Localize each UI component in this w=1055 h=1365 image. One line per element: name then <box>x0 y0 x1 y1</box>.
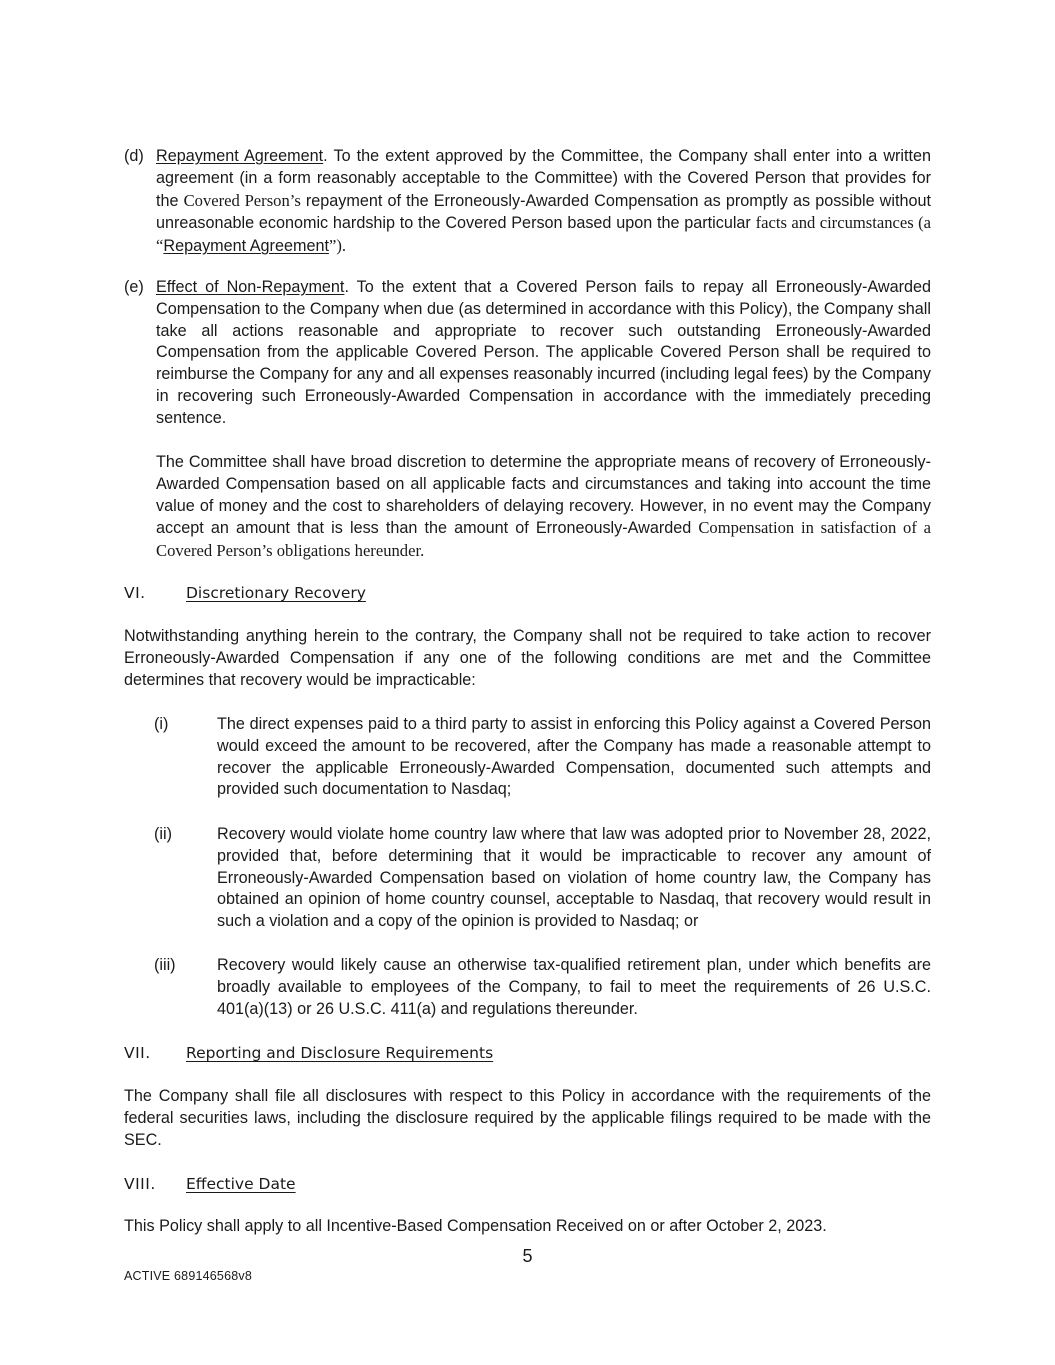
paragraph-text: The Committee shall have broad discretion to determine the appropriate means of recovery of Erroneously-Awarded Compensation based on all applicable facts and circumstances and taking into account the time value of money and the cost to shareholders of delaying recovery. However, in no event may the Company accept an amount that is less than the amount of Erroneously-Awarded <box>156 453 931 538</box>
paragraph-text-serif: Compensation in satisfaction of a Covered Person’s obligations hereunder. <box>156 518 931 561</box>
section-intro: Notwithstanding anything herein to the contrary, the Company shall not be required to take action to recover Erroneously-Awarded Compensation if any one of the following conditions are met and the Committee determines that recovery would be impracticable: <box>124 627 931 689</box>
section-title: Discretionary Recovery <box>186 584 366 602</box>
document-footer-id: ACTIVE 689146568v8 <box>124 1269 252 1283</box>
paragraph-text: . To the extent that a Covered Person fails to repay all Erroneously-Awarded Compensation to the Company when due (as determined in accordance with this Policy), the Company shall take all actions reasonable and appropriate to recover such outstanding Erroneously-Awarded Compensation from the applicable Covered Person. The applicable Covered Person shall be required to reimburse the Company for any and all expenses reasonably incurred (including legal fees) by the Company in recovering such Erroneously-Awarded Compensation in accordance with the immediately preceding sentence. <box>156 278 931 427</box>
list-item-text: Recovery would violate home country law where that law was adopted prior to November 28, 2022, provided that, before determining that it would be impracticable to recover any amount of Erroneously-Awarded Compensation based on violation of home country law, the Company has obtained an opinion of home country counsel, acceptable to Nasdaq, that recovery would result in such a violation and a copy of the opinion is provided to Nasdaq; or <box>217 825 931 931</box>
paragraph-title: Effect of Non-Repayment <box>156 278 345 296</box>
paragraph-text: repayment of the Erroneously-Awarded Compensation as promptly as possible without unreasonable economic hardship to the Covered Person based upon the particular <box>156 191 931 233</box>
paragraph-label: (d) <box>124 147 144 165</box>
paragraph-text-serif: ”). <box>328 236 346 256</box>
list-marker: (i) <box>154 715 169 733</box>
list-item <box>154 824 931 933</box>
paragraph-title: Repayment Agreement <box>156 147 324 165</box>
paragraph-label: (e) <box>124 278 144 296</box>
section-title: Reporting and Disclosure Requirements <box>186 1044 494 1062</box>
paragraph-text: . To the extent approved by the Committee, the Company shall enter into a written agreement (in a form reasonably acceptable to the Committee) with the Covered Person that provides for the <box>156 147 931 210</box>
defined-term: Repayment Agreement <box>163 237 329 256</box>
section-number: VI. <box>124 584 146 602</box>
paragraph-text-serif: facts and circumstances (a “ <box>156 213 932 256</box>
list-item <box>154 955 931 1020</box>
section-number: VIII. <box>124 1175 156 1193</box>
list-item <box>154 714 931 801</box>
section-number: VII. <box>124 1044 151 1062</box>
paragraph-text-serif: Covered Person’s <box>183 190 301 210</box>
list-item-text: Recovery would likely cause an otherwise tax-qualified retirement plan, under which benefits are broadly available to employees of the Company, to fail to meet the requirements of 26 U.S.C. 401(a)(13) or 26 U.S.C. 411(a) and regulations thereunder. <box>217 956 931 1018</box>
paragraph-repayment-agreement <box>124 146 931 258</box>
section-body: This Policy shall apply to all Incentive-Based Compensation Received on or after October 2, 2023. <box>124 1217 827 1235</box>
list-item-text: The direct expenses paid to a third party to assist in enforcing this Policy against a Covered Person would exceed the amount to be recovered, after the Company has made a reasonable attempt to recover the applicable Erroneously-Awarded Compensation, documented such attempts and provided such documentation to Nasdaq; <box>217 715 931 799</box>
list-marker: (ii) <box>154 825 172 843</box>
section-body: The Company shall file all disclosures with respect to this Policy in accordance with the requirements of the federal securities laws, including the disclosure required by the applicable filings required to be made with the SEC. <box>124 1087 931 1149</box>
paragraph-effect-of-non-repayment <box>124 277 931 430</box>
list-marker: (iii) <box>154 956 176 974</box>
paragraph-continuation <box>156 452 931 563</box>
page-number: 5 <box>522 1246 533 1266</box>
section-title: Effective Date <box>186 1175 296 1193</box>
